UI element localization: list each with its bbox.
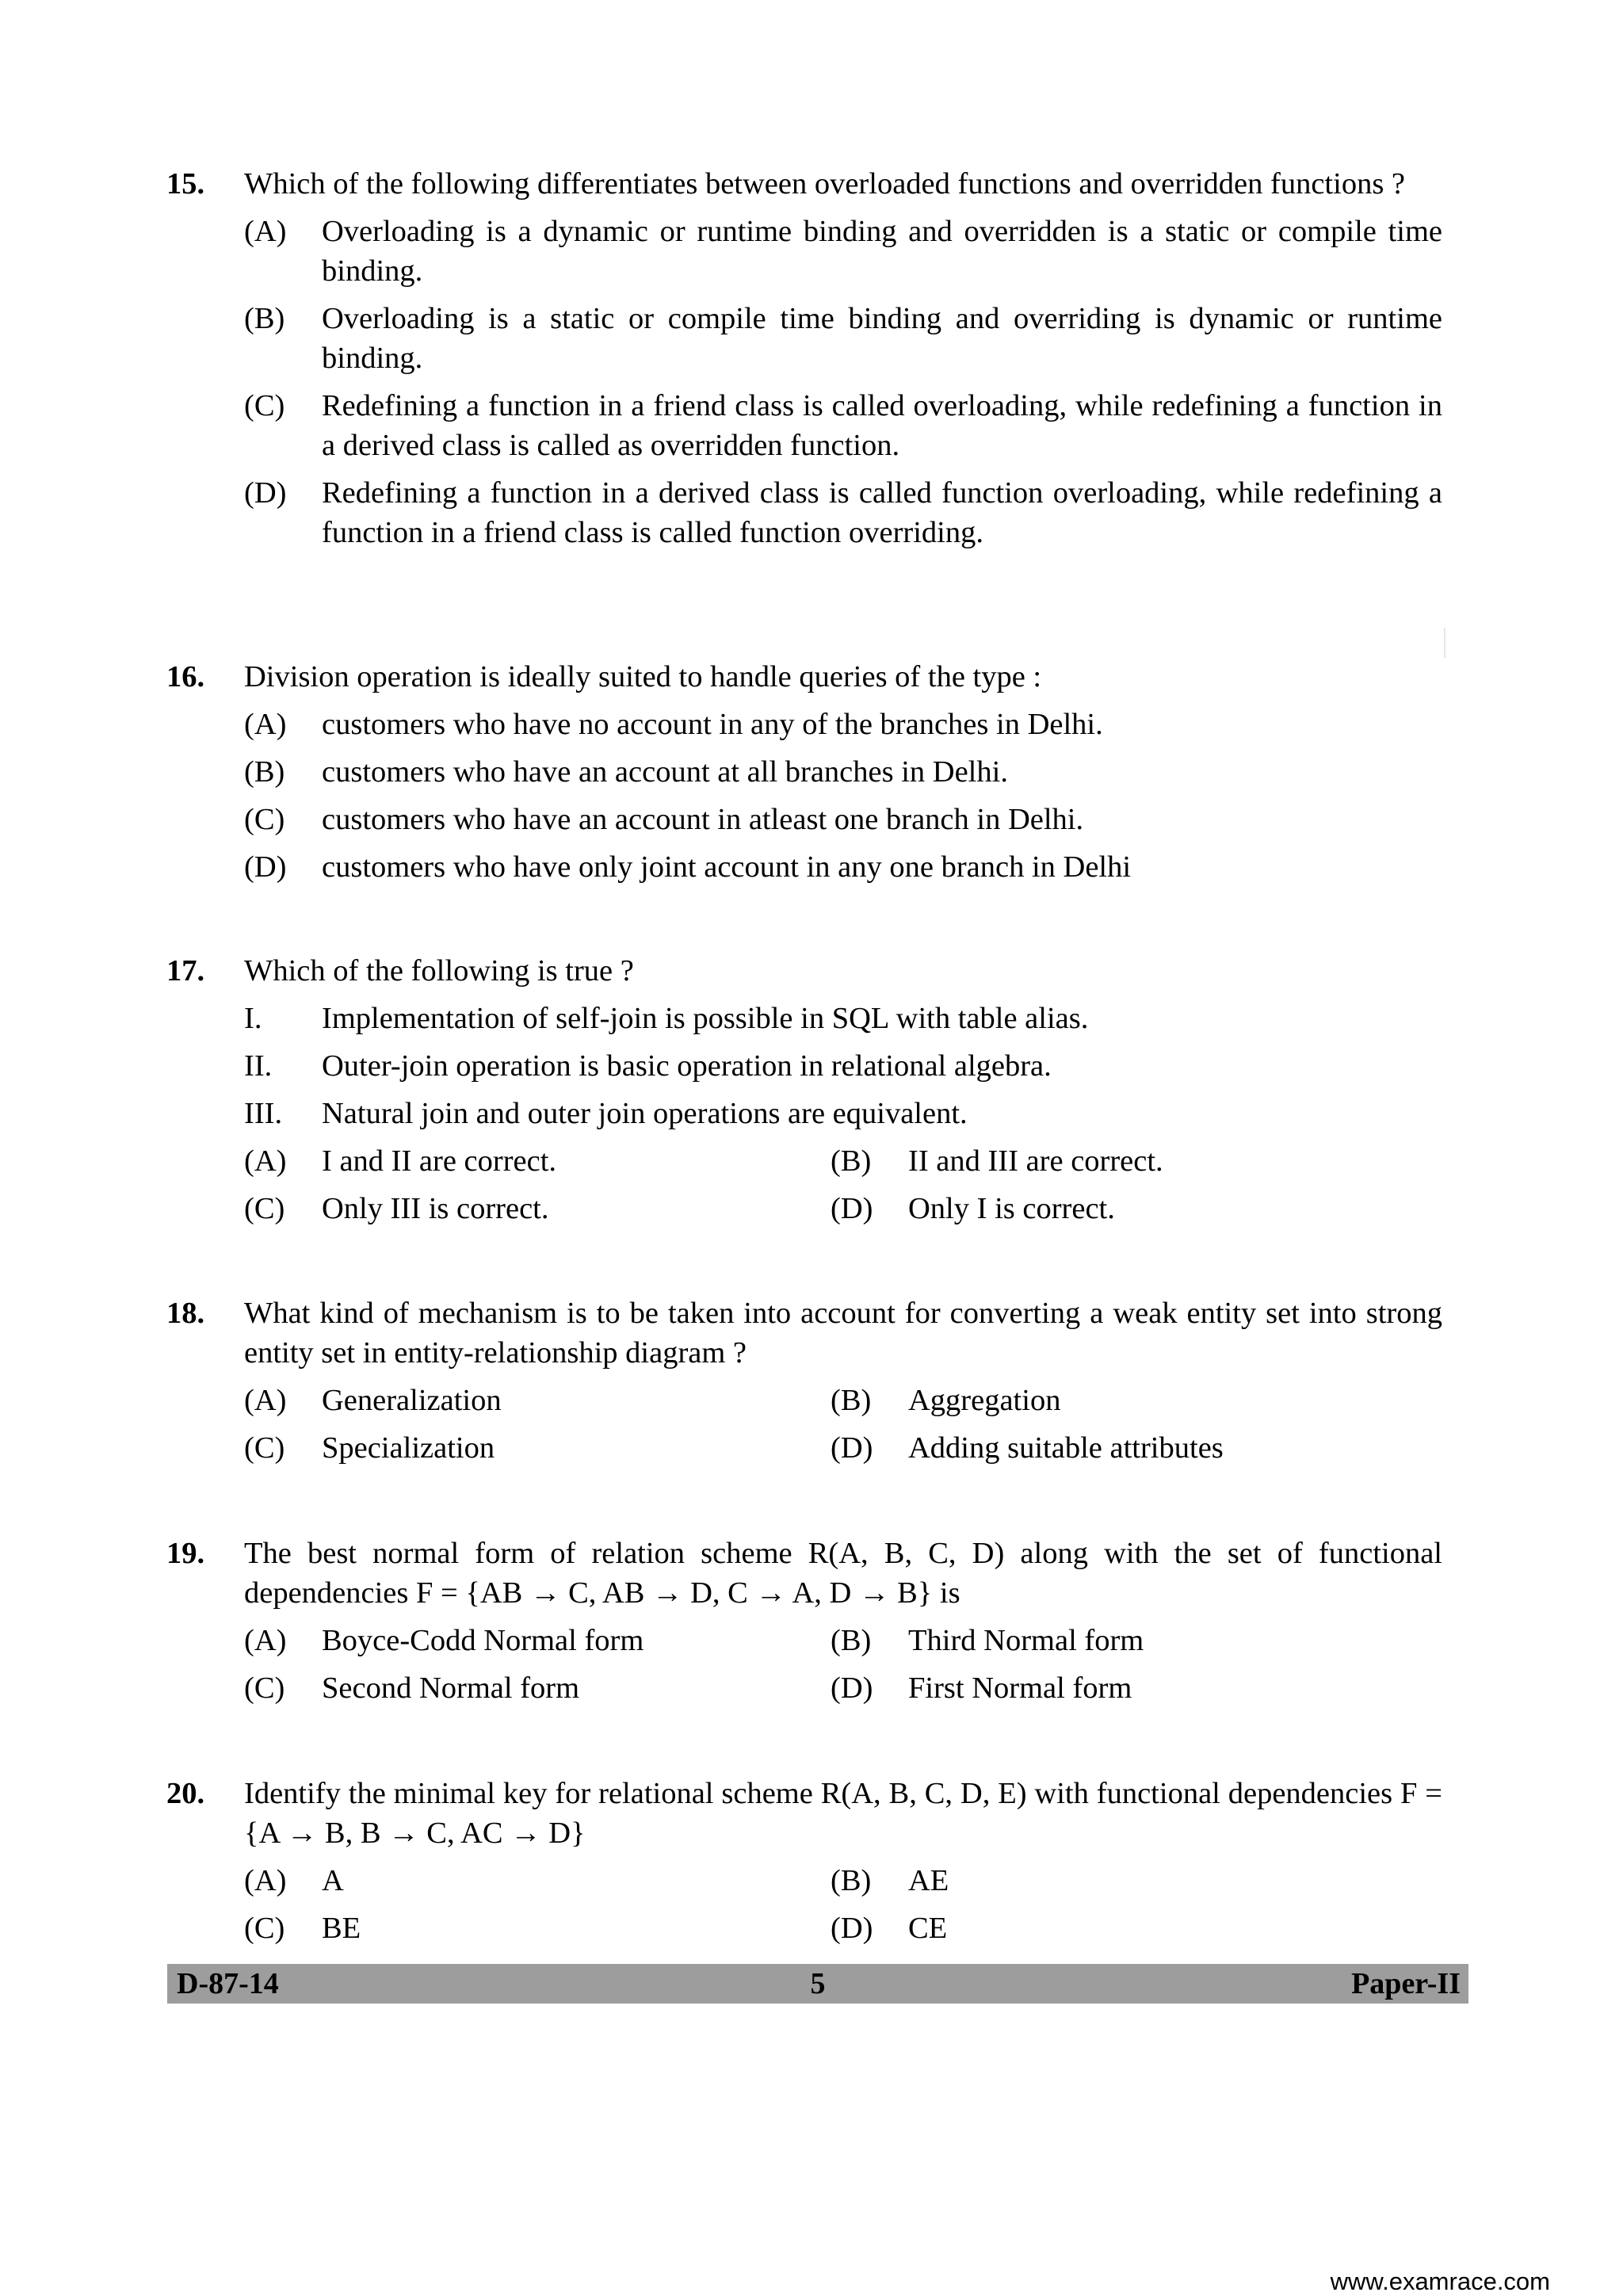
website-watermark: www.examrace.com <box>1330 2267 1550 2295</box>
option-label: (C) <box>244 1192 285 1225</box>
option-text: Overloading is a dynamic or runtime binding and overridden is a static or compile time binding. <box>322 215 1442 288</box>
question-number: 18. <box>166 1297 205 1330</box>
option-label: (B) <box>831 1624 872 1657</box>
option-a <box>244 212 1442 291</box>
options-row <box>244 1908 1442 1948</box>
statement-text: Implementation of self-join is possible in SQL with table alias. <box>322 1002 1089 1035</box>
question-stem: Which of the following is true ? <box>244 954 634 988</box>
option-a <box>244 705 1442 744</box>
question-17 <box>166 951 1442 1236</box>
options-grid <box>244 1381 1442 1468</box>
option-text: I and II are correct. <box>322 1144 557 1178</box>
option-label: (B) <box>244 302 285 335</box>
option-b <box>244 299 1442 378</box>
option-label: (B) <box>244 755 285 789</box>
option-text: II and III are correct. <box>908 1144 1163 1178</box>
question-number: 16. <box>166 660 205 693</box>
question-number: 20. <box>166 1777 205 1810</box>
option-label: (C) <box>244 1912 285 1945</box>
statement-1 <box>244 999 1442 1038</box>
option-text: Only I is correct. <box>908 1192 1115 1225</box>
option-text: Redefining a function in a derived class is called function overloading, while redefining a function in a friend class is called function overriding. <box>322 476 1442 549</box>
page-number: 5 <box>810 1967 826 2000</box>
option-label: (A) <box>244 708 287 741</box>
option-label: (D) <box>831 1671 873 1705</box>
option-c <box>244 386 1442 465</box>
options-grid <box>244 1621 1442 1708</box>
option-label: (B) <box>831 1144 872 1178</box>
statement-label: II. <box>244 1049 273 1083</box>
option-text: customers who have only joint account in any one branch in Delhi <box>322 850 1132 884</box>
statement-label: I. <box>244 1002 262 1035</box>
option-text: Adding suitable attributes <box>908 1431 1224 1465</box>
question-number: 19. <box>166 1537 205 1570</box>
option-text: A <box>322 1864 344 1897</box>
option-text: Generalization <box>322 1384 502 1417</box>
option-text: CE <box>908 1912 948 1945</box>
option-label: (B) <box>831 1384 872 1417</box>
options-grid <box>244 1141 1442 1228</box>
question-number: 17. <box>166 954 205 988</box>
statement-2 <box>244 1046 1442 1086</box>
question-20 <box>166 1774 1442 1956</box>
options-row <box>244 1861 1442 1901</box>
statement-text: Outer-join operation is basic operation in relational algebra. <box>322 1049 1052 1083</box>
question-stem: Identify the minimal key for relational scheme R(A, B, C, D, E) with functional dependencies F = {A → B, B → C, AC → D} <box>244 1777 1442 1850</box>
statement-3 <box>244 1094 1442 1133</box>
option-text: Boyce-Codd Normal form <box>322 1624 644 1657</box>
statement-label: III. <box>244 1097 283 1130</box>
option-text: Aggregation <box>908 1384 1061 1417</box>
question-number: 15. <box>166 167 205 201</box>
option-text: Redefining a function in a friend class is called overloading, while redefining a function in a derived class is called as overridden function. <box>322 389 1442 462</box>
options-row <box>244 1428 1442 1468</box>
options-row <box>244 1381 1442 1420</box>
question-stem: Which of the following differentiates between overloaded functions and overridden functions ? <box>244 167 1406 201</box>
option-label: (D) <box>831 1192 873 1225</box>
option-text: customers who have an account in atleast one branch in Delhi. <box>322 803 1084 836</box>
options-grid <box>244 1861 1442 1948</box>
question-19 <box>166 1534 1442 1716</box>
question-16 <box>166 657 1442 887</box>
option-label: (D) <box>244 476 287 510</box>
option-text: customers who have no account in any of the branches in Delhi. <box>322 708 1103 741</box>
margin-mark <box>1444 628 1445 658</box>
option-label: (A) <box>244 1144 287 1178</box>
option-label: (C) <box>244 1431 285 1465</box>
question-18 <box>166 1293 1442 1476</box>
option-label: (D) <box>831 1912 873 1945</box>
option-label: (C) <box>244 1671 285 1705</box>
question-15 <box>166 164 1442 552</box>
option-label: (C) <box>244 803 285 836</box>
options-row <box>244 1189 1442 1228</box>
option-text: customers who have an account at all branches in Delhi. <box>322 755 1008 789</box>
options-row <box>244 1621 1442 1660</box>
option-label: (D) <box>244 850 287 884</box>
option-text: First Normal form <box>908 1671 1132 1705</box>
options-row <box>244 1141 1442 1181</box>
option-c <box>244 800 1442 839</box>
option-label: (C) <box>244 389 285 422</box>
option-label: (A) <box>244 215 287 248</box>
question-stem: Division operation is ideally suited to handle queries of the type : <box>244 660 1042 693</box>
option-label: (A) <box>244 1624 287 1657</box>
option-label: (A) <box>244 1384 287 1417</box>
statement-text: Natural join and outer join operations are equivalent. <box>322 1097 968 1130</box>
option-text: Second Normal form <box>322 1671 580 1705</box>
option-text: BE <box>322 1912 361 1945</box>
option-label: (D) <box>831 1431 873 1465</box>
option-b <box>244 752 1442 792</box>
option-text: Only III is correct. <box>322 1192 549 1225</box>
option-text: AE <box>908 1864 949 1897</box>
option-label: (A) <box>244 1864 287 1897</box>
option-text: Overloading is a static or compile time binding and overriding is dynamic or runtime binding. <box>322 302 1442 375</box>
paper-code: D-87-14 <box>177 1967 279 2000</box>
question-stem: The best normal form of relation scheme R(A, B, C, D) along with the set of functional dependencies F = {AB → C, AB → D, C → A, D → B} is <box>244 1537 1442 1610</box>
options-row <box>244 1668 1442 1708</box>
page-footer <box>167 1964 1468 2004</box>
option-text: Specialization <box>322 1431 495 1465</box>
option-label: (B) <box>831 1864 872 1897</box>
option-d <box>244 847 1442 887</box>
question-stem: What kind of mechanism is to be taken into account for converting a weak entity set into strong entity set in entity-relationship diagram ? <box>244 1297 1442 1370</box>
paper-label: Paper-II <box>1351 1967 1461 2000</box>
option-text: Third Normal form <box>908 1624 1144 1657</box>
option-d <box>244 473 1442 552</box>
